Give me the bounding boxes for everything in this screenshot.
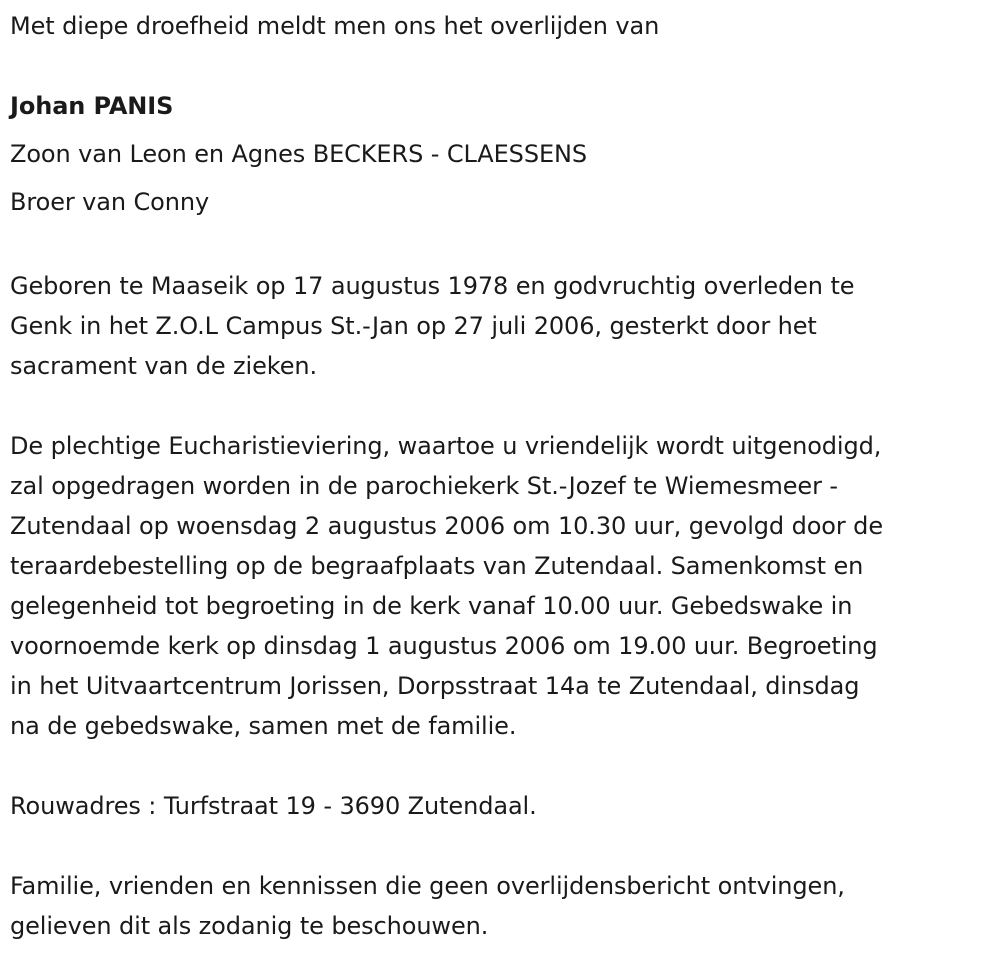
relation-sibling: Broer van Conny — [10, 188, 210, 216]
mourning-address — [10, 786, 995, 826]
paragraph-line: Geboren te Maaseik op 17 augustus 1978 en godvruchtig overleden te — [10, 272, 855, 300]
paragraph-line: Genk in het Z.O.L Campus St.-Jan op 27 juli 2006, gesterkt door het — [10, 312, 817, 340]
birth-death-paragraph — [10, 266, 995, 386]
paragraph-line: gelieven dit als zodanig te beschouwen. — [10, 912, 489, 940]
closing-paragraph — [10, 866, 995, 946]
paragraph-line: De plechtige Eucharistieviering, waartoe u vriendelijk wordt uitgenodigd, — [10, 432, 882, 460]
obituary-notice — [10, 6, 995, 946]
ceremony-paragraph — [10, 426, 995, 746]
address-line: Rouwadres : Turfstraat 19 - 3690 Zutendaal. — [10, 792, 537, 820]
paragraph-line: gelegenheid tot begroeting in de kerk vanaf 10.00 uur. Gebedswake in — [10, 592, 853, 620]
paragraph-line: voornoemde kerk op dinsdag 1 augustus 2006 om 19.00 uur. Begroeting — [10, 632, 878, 660]
spacer — [10, 226, 995, 266]
deceased-name: Johan PANIS — [10, 92, 174, 120]
spacer — [10, 46, 995, 86]
paragraph-line: Familie, vrienden en kennissen die geen overlijdensbericht ontvingen, — [10, 872, 845, 900]
paragraph-line: sacrament van de zieken. — [10, 352, 318, 380]
intro-text: Met diepe droefheid meldt men ons het overlijden van — [10, 12, 660, 40]
paragraph-line: zal opgedragen worden in de parochiekerk St.-Jozef te Wiemesmeer - — [10, 472, 838, 500]
spacer — [10, 746, 995, 786]
relation-parents: Zoon van Leon en Agnes BECKERS - CLAESSENS — [10, 140, 588, 168]
spacer — [10, 386, 995, 426]
paragraph-line: na de gebedswake, samen met de familie. — [10, 712, 517, 740]
spacer — [10, 826, 995, 866]
paragraph-line: Zutendaal op woensdag 2 augustus 2006 om 10.30 uur, gevolgd door de — [10, 512, 883, 540]
paragraph-line: in het Uitvaartcentrum Jorissen, Dorpsstraat 14a te Zutendaal, dinsdag — [10, 672, 860, 700]
paragraph-line: teraardebestelling op de begraafplaats van Zutendaal. Samenkomst en — [10, 552, 864, 580]
